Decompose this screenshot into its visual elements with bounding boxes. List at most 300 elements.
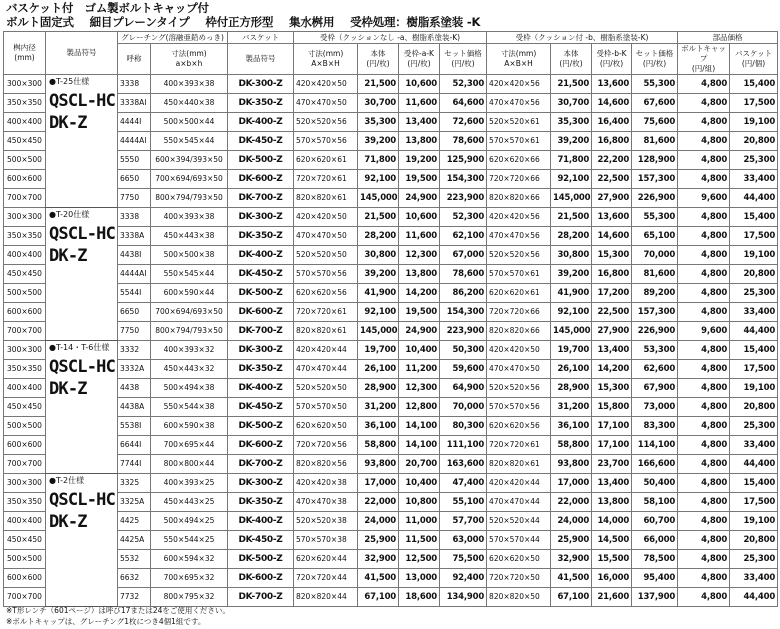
cell-grating-call: 6632 xyxy=(118,569,151,588)
cell-frame-a-dim: 820×820×56 xyxy=(294,455,358,474)
cell-basket-price: 44,400 xyxy=(730,322,778,341)
cell-body-price-b: 24,000 xyxy=(551,512,592,531)
cell-frame-a-dim: 520×520×50 xyxy=(294,246,358,265)
cell-frame-b-price: 22,500 xyxy=(592,303,632,322)
cell-frame-a-dim: 620×620×50 xyxy=(294,417,358,436)
cell-basket-model: DK-300-Z xyxy=(228,474,294,493)
table-row xyxy=(4,113,778,132)
cell-set-price-b: 81,600 xyxy=(632,265,678,284)
cell-grating-call: 7744I xyxy=(118,455,151,474)
cell-frame-b-price: 13,600 xyxy=(592,75,632,94)
cell-frame-a-price: 11,200 xyxy=(399,360,440,379)
cell-body-price-a: 31,200 xyxy=(358,398,399,417)
cell-grating-call: 3338 xyxy=(118,208,151,227)
cell-set-price-a: 59,600 xyxy=(440,360,487,379)
cell-set-price-b: 226,900 xyxy=(632,322,678,341)
cell-body-price-b: 30,700 xyxy=(551,94,592,113)
cell-set-price-a: 163,600 xyxy=(440,455,487,474)
cell-frame-b-dim: 720×720×61 xyxy=(487,436,551,455)
cell-size: 350×350 xyxy=(4,94,46,113)
cell-body-price-a: 28,200 xyxy=(358,227,399,246)
table-row xyxy=(4,227,778,246)
cell-grating-call: 4444AI xyxy=(118,132,151,151)
spec-label: ●T-20仕様 xyxy=(49,210,90,219)
table-row xyxy=(4,569,778,588)
cell-frame-a-price: 19,500 xyxy=(399,303,440,322)
product-name-cell xyxy=(46,75,118,208)
cell-basket-model: DK-700-Z xyxy=(228,588,294,607)
cell-frame-b-price: 23,700 xyxy=(592,455,632,474)
price-table xyxy=(3,31,778,607)
cell-size: 300×300 xyxy=(4,75,46,94)
cell-bolt-cap-price: 4,800 xyxy=(678,265,730,284)
cell-frame-a-dim: 720×720×56 xyxy=(294,436,358,455)
cell-basket-price: 20,800 xyxy=(730,398,778,417)
cell-grating-dim: 800×800×44 xyxy=(151,455,228,474)
cell-grating-dim: 800×794/793×50 xyxy=(151,189,228,208)
cell-frame-a-dim: 420×420×38 xyxy=(294,474,358,493)
cell-frame-b-price: 15,300 xyxy=(592,379,632,398)
cell-bolt-cap-price: 4,800 xyxy=(678,531,730,550)
cell-frame-b-price: 17,100 xyxy=(592,436,632,455)
cell-set-price-a: 86,200 xyxy=(440,284,487,303)
cell-set-price-b: 114,100 xyxy=(632,436,678,455)
cell-size: 700×700 xyxy=(4,189,46,208)
cell-body-price-b: 145,000 xyxy=(551,322,592,341)
table-row xyxy=(4,75,778,94)
cell-frame-a-dim: 620×620×61 xyxy=(294,151,358,170)
cell-frame-b-price: 16,000 xyxy=(592,569,632,588)
cell-set-price-b: 128,900 xyxy=(632,151,678,170)
cell-basket-price: 20,800 xyxy=(730,132,778,151)
cell-set-price-a: 64,900 xyxy=(440,379,487,398)
cell-frame-a-price: 10,400 xyxy=(399,341,440,360)
cell-frame-a-dim: 420×420×44 xyxy=(294,341,358,360)
product-name-cell xyxy=(46,474,118,607)
table-row xyxy=(4,474,778,493)
cell-body-price-b: 92,100 xyxy=(551,170,592,189)
cell-basket-price: 17,500 xyxy=(730,493,778,512)
cell-basket-model: DK-300-Z xyxy=(228,341,294,360)
cell-basket-model: DK-450-Z xyxy=(228,132,294,151)
cell-set-price-a: 63,000 xyxy=(440,531,487,550)
cell-grating-call: 4444I xyxy=(118,113,151,132)
cell-set-price-b: 83,300 xyxy=(632,417,678,436)
table-row xyxy=(4,303,778,322)
cell-bolt-cap-price: 4,800 xyxy=(678,94,730,113)
header-body-price-a: 本体 (円/枚) xyxy=(358,44,399,75)
cell-basket-model: DK-500-Z xyxy=(228,284,294,303)
cell-body-price-b: 21,500 xyxy=(551,208,592,227)
cell-grating-dim: 550×545×44 xyxy=(151,132,228,151)
cell-grating-dim: 600×590×44 xyxy=(151,284,228,303)
cell-grating-call: 4444AI xyxy=(118,265,151,284)
cell-frame-b-dim: 820×820×66 xyxy=(487,322,551,341)
cell-grating-call: 4438A xyxy=(118,398,151,417)
title-fixing: ボルト固定式 xyxy=(6,15,74,29)
header-grating-group: グレーチング(溶融亜鉛めっき) xyxy=(118,32,228,44)
cell-basket-price: 15,400 xyxy=(730,341,778,360)
cell-body-price-b: 28,900 xyxy=(551,379,592,398)
cell-set-price-b: 60,700 xyxy=(632,512,678,531)
cell-basket-price: 25,300 xyxy=(730,284,778,303)
cell-set-price-b: 157,300 xyxy=(632,170,678,189)
cell-grating-dim: 700×695×44 xyxy=(151,436,228,455)
cell-frame-a-price: 12,300 xyxy=(399,246,440,265)
table-row xyxy=(4,94,778,113)
cell-frame-b-dim: 420×420×50 xyxy=(487,341,551,360)
cell-frame-b-dim: 620×620×66 xyxy=(487,151,551,170)
cell-grating-dim: 450×440×38 xyxy=(151,94,228,113)
cell-frame-a-price: 14,200 xyxy=(399,284,440,303)
cell-frame-b-dim: 820×820×61 xyxy=(487,455,551,474)
cell-grating-call: 3338A xyxy=(118,227,151,246)
cell-body-price-a: 71,800 xyxy=(358,151,399,170)
cell-frame-b-dim: 520×520×56 xyxy=(487,379,551,398)
cell-basket-model: DK-500-Z xyxy=(228,550,294,569)
cell-frame-b-price: 22,200 xyxy=(592,151,632,170)
cell-grating-dim: 550×544×38 xyxy=(151,398,228,417)
cell-basket-model: DK-700-Z xyxy=(228,189,294,208)
cell-basket-price: 19,100 xyxy=(730,379,778,398)
cell-basket-model: DK-700-Z xyxy=(228,455,294,474)
cell-frame-a-price: 10,400 xyxy=(399,474,440,493)
cell-frame-b-dim: 570×570×44 xyxy=(487,531,551,550)
title-finish: 受枠処理：樹脂系塗装 -K xyxy=(350,15,481,29)
product-code-suffix: DK-Z xyxy=(49,113,87,133)
cell-body-price-b: 36,100 xyxy=(551,417,592,436)
cell-set-price-a: 80,300 xyxy=(440,417,487,436)
cell-basket-model: DK-400-Z xyxy=(228,246,294,265)
header-grating-call: 呼称 xyxy=(118,44,151,75)
cell-bolt-cap-price: 4,800 xyxy=(678,303,730,322)
cell-frame-b-price: 27,900 xyxy=(592,189,632,208)
header-frame-b-dim: 寸法(mm) A×B×H xyxy=(487,44,551,75)
cell-frame-a-dim: 470×470×38 xyxy=(294,493,358,512)
cell-grating-dim: 400×393×25 xyxy=(151,474,228,493)
cell-set-price-a: 57,700 xyxy=(440,512,487,531)
cell-frame-b-price: 16,800 xyxy=(592,265,632,284)
cell-frame-b-dim: 420×420×56 xyxy=(487,75,551,94)
cell-body-price-a: 35,300 xyxy=(358,113,399,132)
cell-frame-a-price: 10,600 xyxy=(399,75,440,94)
cell-bolt-cap-price: 4,800 xyxy=(678,455,730,474)
cell-frame-a-dim: 570×570×50 xyxy=(294,398,358,417)
cell-size: 300×300 xyxy=(4,474,46,493)
price-table-body xyxy=(4,75,778,607)
cell-body-price-b: 39,200 xyxy=(551,132,592,151)
title-line-2 xyxy=(6,14,492,30)
cell-frame-b-dim: 720×720×66 xyxy=(487,170,551,189)
table-row xyxy=(4,284,778,303)
cell-frame-b-dim: 570×570×61 xyxy=(487,265,551,284)
header-set-price-b: セット価格 (円/枚) xyxy=(632,44,678,75)
product-code-main: QSCL-HC xyxy=(49,91,116,111)
cell-body-price-b: 28,200 xyxy=(551,227,592,246)
cell-bolt-cap-price: 4,800 xyxy=(678,208,730,227)
cell-frame-b-price: 15,300 xyxy=(592,246,632,265)
cell-frame-a-dim: 420×420×50 xyxy=(294,208,358,227)
cell-body-price-b: 25,900 xyxy=(551,531,592,550)
cell-set-price-b: 65,100 xyxy=(632,227,678,246)
title-usage: 集水桝用 xyxy=(289,15,335,29)
header-product: 製品符号 xyxy=(46,32,118,75)
cell-frame-a-price: 13,800 xyxy=(399,265,440,284)
cell-basket-price: 20,800 xyxy=(730,531,778,550)
cell-basket-model: DK-400-Z xyxy=(228,379,294,398)
cell-body-price-a: 41,900 xyxy=(358,284,399,303)
header-frame-b-group: 受枠（クッション付 -b、樹脂系塗装-K) xyxy=(487,32,678,44)
cell-frame-a-price: 10,600 xyxy=(399,208,440,227)
cell-frame-a-dim: 470×470×50 xyxy=(294,94,358,113)
cell-body-price-a: 22,000 xyxy=(358,493,399,512)
cell-frame-a-price: 12,500 xyxy=(399,550,440,569)
header-frame-a-price: 受枠-a-K (円/枚) xyxy=(399,44,440,75)
spec-label: ●T-25仕様 xyxy=(49,77,90,86)
cell-set-price-a: 62,100 xyxy=(440,227,487,246)
cell-size: 450×450 xyxy=(4,398,46,417)
cell-basket-model: DK-450-Z xyxy=(228,398,294,417)
cell-grating-call: 3332 xyxy=(118,341,151,360)
cell-body-price-b: 35,300 xyxy=(551,113,592,132)
cell-frame-b-price: 13,400 xyxy=(592,341,632,360)
cell-frame-b-price: 16,800 xyxy=(592,132,632,151)
cell-grating-call: 3325A xyxy=(118,493,151,512)
cell-grating-dim: 550×545×44 xyxy=(151,265,228,284)
cell-grating-dim: 700×695×32 xyxy=(151,569,228,588)
cell-body-price-a: 41,500 xyxy=(358,569,399,588)
cell-grating-dim: 600×594×32 xyxy=(151,550,228,569)
cell-set-price-b: 95,400 xyxy=(632,569,678,588)
cell-frame-b-dim: 820×820×66 xyxy=(487,189,551,208)
cell-bolt-cap-price: 4,800 xyxy=(678,512,730,531)
cell-bolt-cap-price: 4,800 xyxy=(678,284,730,303)
cell-basket-model: DK-600-Z xyxy=(228,569,294,588)
table-row xyxy=(4,265,778,284)
cell-set-price-b: 58,100 xyxy=(632,493,678,512)
cell-bolt-cap-price: 4,800 xyxy=(678,550,730,569)
cell-frame-a-price: 11,600 xyxy=(399,227,440,246)
cell-size: 400×400 xyxy=(4,512,46,531)
cell-grating-dim: 800×794/793×50 xyxy=(151,322,228,341)
cell-basket-price: 33,400 xyxy=(730,436,778,455)
cell-set-price-a: 72,600 xyxy=(440,113,487,132)
cell-frame-b-price: 17,100 xyxy=(592,417,632,436)
cell-body-price-b: 39,200 xyxy=(551,265,592,284)
cell-grating-dim: 400×393×38 xyxy=(151,75,228,94)
product-code-suffix: DK-Z xyxy=(49,512,87,532)
table-row xyxy=(4,246,778,265)
cell-frame-b-dim: 520×520×44 xyxy=(487,512,551,531)
cell-frame-a-dim: 570×570×56 xyxy=(294,132,358,151)
product-code-suffix: DK-Z xyxy=(49,379,87,399)
cell-frame-b-price: 14,600 xyxy=(592,227,632,246)
cell-set-price-a: 50,300 xyxy=(440,341,487,360)
cell-bolt-cap-price: 4,800 xyxy=(678,227,730,246)
cell-grating-call: 3338 xyxy=(118,75,151,94)
cell-set-price-a: 55,100 xyxy=(440,493,487,512)
cell-frame-a-price: 14,100 xyxy=(399,436,440,455)
cell-set-price-b: 137,900 xyxy=(632,588,678,607)
table-row xyxy=(4,436,778,455)
cell-frame-a-price: 24,900 xyxy=(399,189,440,208)
cell-grating-call: 5544I xyxy=(118,284,151,303)
cell-bolt-cap-price: 4,800 xyxy=(678,569,730,588)
cell-size: 400×400 xyxy=(4,113,46,132)
cell-set-price-b: 67,900 xyxy=(632,379,678,398)
cell-set-price-a: 78,600 xyxy=(440,265,487,284)
cell-set-price-a: 75,500 xyxy=(440,550,487,569)
cell-frame-a-price: 12,800 xyxy=(399,398,440,417)
cell-body-price-a: 93,800 xyxy=(358,455,399,474)
cell-basket-model: DK-350-Z xyxy=(228,94,294,113)
cell-grating-call: 4438 xyxy=(118,379,151,398)
cell-set-price-a: 92,400 xyxy=(440,569,487,588)
header-set-price-a: セット価格 (円/枚) xyxy=(440,44,487,75)
cell-body-price-b: 31,200 xyxy=(551,398,592,417)
cell-body-price-a: 145,000 xyxy=(358,189,399,208)
cell-frame-a-dim: 520×520×56 xyxy=(294,113,358,132)
cell-body-price-a: 19,700 xyxy=(358,341,399,360)
cell-frame-a-price: 18,600 xyxy=(399,588,440,607)
cell-frame-b-price: 15,800 xyxy=(592,398,632,417)
cell-frame-a-dim: 820×820×61 xyxy=(294,189,358,208)
header-grating-dim: 寸法(mm) a×b×h xyxy=(151,44,228,75)
cell-grating-dim: 500×494×38 xyxy=(151,379,228,398)
cell-basket-price: 15,400 xyxy=(730,208,778,227)
cell-bolt-cap-price: 4,800 xyxy=(678,588,730,607)
cell-body-price-a: 24,000 xyxy=(358,512,399,531)
cell-frame-b-price: 14,500 xyxy=(592,531,632,550)
cell-size: 500×500 xyxy=(4,284,46,303)
header-frame-a-group: 受枠（クッションなし -a、樹脂系塗装-K) xyxy=(294,32,487,44)
cell-basket-model: DK-450-Z xyxy=(228,265,294,284)
cell-size: 350×350 xyxy=(4,227,46,246)
cell-basket-model: DK-400-Z xyxy=(228,512,294,531)
cell-bolt-cap-price: 4,800 xyxy=(678,341,730,360)
cell-basket-model: DK-700-Z xyxy=(228,322,294,341)
cell-frame-a-dim: 720×720×44 xyxy=(294,569,358,588)
cell-body-price-a: 21,500 xyxy=(358,75,399,94)
cell-frame-b-dim: 470×470×56 xyxy=(487,227,551,246)
cell-basket-model: DK-350-Z xyxy=(228,493,294,512)
cell-set-price-a: 52,300 xyxy=(440,75,487,94)
cell-grating-dim: 500×500×44 xyxy=(151,113,228,132)
cell-body-price-a: 36,100 xyxy=(358,417,399,436)
cell-frame-b-dim: 620×620×61 xyxy=(487,284,551,303)
cell-set-price-b: 62,600 xyxy=(632,360,678,379)
cell-body-price-a: 39,200 xyxy=(358,132,399,151)
cell-frame-a-dim: 420×420×50 xyxy=(294,75,358,94)
table-row xyxy=(4,170,778,189)
cell-frame-a-dim: 620×620×56 xyxy=(294,284,358,303)
cell-frame-b-dim: 420×420×44 xyxy=(487,474,551,493)
cell-bolt-cap-price: 9,600 xyxy=(678,322,730,341)
cell-basket-model: DK-600-Z xyxy=(228,170,294,189)
cell-basket-price: 33,400 xyxy=(730,303,778,322)
cell-frame-a-dim: 570×570×38 xyxy=(294,531,358,550)
cell-size: 300×300 xyxy=(4,341,46,360)
cell-body-price-b: 58,800 xyxy=(551,436,592,455)
cell-frame-b-price: 13,800 xyxy=(592,493,632,512)
product-name-cell xyxy=(46,341,118,474)
cell-body-price-a: 30,800 xyxy=(358,246,399,265)
cell-set-price-b: 89,200 xyxy=(632,284,678,303)
cell-frame-a-price: 19,500 xyxy=(399,170,440,189)
cell-basket-model: DK-450-Z xyxy=(228,531,294,550)
header-basket-price: バスケット (円/個) xyxy=(730,44,778,75)
cell-frame-a-price: 13,000 xyxy=(399,569,440,588)
cell-bolt-cap-price: 4,800 xyxy=(678,246,730,265)
cell-frame-a-price: 24,900 xyxy=(399,322,440,341)
product-code-main: QSCL-HC xyxy=(49,224,116,244)
table-row xyxy=(4,512,778,531)
cell-frame-a-dim: 620×620×44 xyxy=(294,550,358,569)
cell-body-price-b: 26,100 xyxy=(551,360,592,379)
cell-frame-a-dim: 720×720×61 xyxy=(294,303,358,322)
cell-frame-a-price: 20,700 xyxy=(399,455,440,474)
cell-size: 450×450 xyxy=(4,132,46,151)
cell-basket-price: 44,400 xyxy=(730,588,778,607)
cell-set-price-a: 67,000 xyxy=(440,246,487,265)
cell-basket-price: 25,300 xyxy=(730,550,778,569)
cell-bolt-cap-price: 4,800 xyxy=(678,493,730,512)
cell-basket-model: DK-350-Z xyxy=(228,360,294,379)
cell-basket-price: 20,800 xyxy=(730,265,778,284)
cell-body-price-b: 92,100 xyxy=(551,303,592,322)
cell-body-price-a: 92,100 xyxy=(358,303,399,322)
cell-set-price-a: 64,600 xyxy=(440,94,487,113)
cell-set-price-b: 75,600 xyxy=(632,113,678,132)
cell-set-price-a: 70,000 xyxy=(440,398,487,417)
cell-frame-b-price: 14,200 xyxy=(592,360,632,379)
cell-size: 350×350 xyxy=(4,493,46,512)
cell-grating-dim: 500×500×38 xyxy=(151,246,228,265)
cell-grating-call: 3332A xyxy=(118,360,151,379)
cell-frame-b-dim: 520×520×61 xyxy=(487,113,551,132)
cell-grating-call: 4425A xyxy=(118,531,151,550)
cell-basket-price: 19,100 xyxy=(730,512,778,531)
cell-body-price-a: 17,000 xyxy=(358,474,399,493)
cell-frame-b-dim: 470×470×56 xyxy=(487,94,551,113)
cell-bolt-cap-price: 4,800 xyxy=(678,132,730,151)
cell-set-price-b: 67,600 xyxy=(632,94,678,113)
table-row xyxy=(4,493,778,512)
cell-frame-a-dim: 520×520×50 xyxy=(294,379,358,398)
cell-bolt-cap-price: 4,800 xyxy=(678,360,730,379)
cell-set-price-a: 125,900 xyxy=(440,151,487,170)
cell-bolt-cap-price: 4,800 xyxy=(678,170,730,189)
cell-grating-dim: 400×393×32 xyxy=(151,341,228,360)
cell-frame-b-price: 14,000 xyxy=(592,512,632,531)
cell-set-price-b: 66,000 xyxy=(632,531,678,550)
cell-frame-b-dim: 720×720×50 xyxy=(487,569,551,588)
cell-set-price-a: 47,400 xyxy=(440,474,487,493)
cell-frame-b-dim: 570×570×61 xyxy=(487,132,551,151)
cell-body-price-b: 41,900 xyxy=(551,284,592,303)
table-row xyxy=(4,151,778,170)
title-type: 細目プレーンタイプ xyxy=(89,15,190,29)
header-size: 桝内径 (mm) xyxy=(4,32,46,75)
cell-body-price-b: 32,900 xyxy=(551,550,592,569)
cell-body-price-b: 30,800 xyxy=(551,246,592,265)
cell-frame-b-dim: 620×620×50 xyxy=(487,550,551,569)
cell-frame-b-dim: 820×820×50 xyxy=(487,588,551,607)
cell-size: 500×500 xyxy=(4,550,46,569)
cell-set-price-b: 50,400 xyxy=(632,474,678,493)
cell-basket-model: DK-300-Z xyxy=(228,208,294,227)
cell-bolt-cap-price: 4,800 xyxy=(678,379,730,398)
